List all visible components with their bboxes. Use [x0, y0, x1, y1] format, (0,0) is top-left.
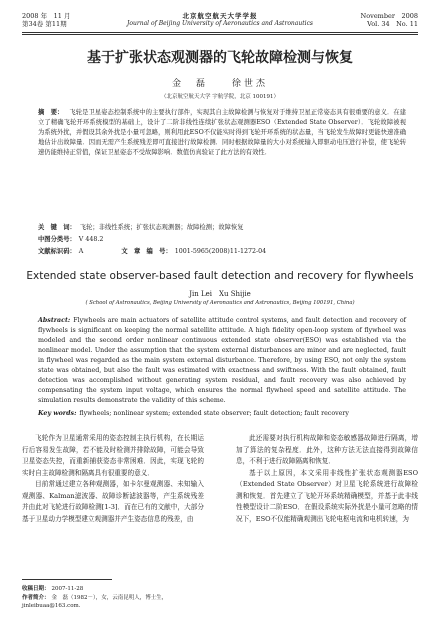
keywords-cn-label: 关 键 词：: [38, 224, 76, 231]
author-bio: 金 磊（1982－），女，云南昆明人，博士生，jinleibuaa@163.com.: [22, 594, 168, 609]
body-column-right: [236, 433, 418, 525]
author-bio-label: 作者简介：: [22, 594, 50, 601]
doc-code-value: A: [78, 248, 84, 255]
header-date-cn: 2008 年 11 月: [22, 12, 71, 20]
abstract-en-label: Abstract:: [38, 317, 71, 324]
header-rule-thin: [22, 34, 418, 35]
footnote-rule: [22, 579, 112, 580]
header-journal: [110, 12, 330, 28]
header-issue-en: [361, 12, 418, 28]
body-paragraph: 基于以上原因，本文采用非线性扩张状态观测器ESO（Extended State Observer）对卫星飞轮系统进行故障检测和恢复．首先建立了飞轮开环系统精确模型，并基于此非线性模型设计二阶ESO．在假设系统实际外扰是小量可忽略的情况下，ESO不仅能精确观测出飞轮电枢电流和电机转速，为: [236, 468, 418, 523]
article-no-label: 文 章 编 号：: [121, 248, 172, 255]
body-column-left: [22, 433, 204, 525]
body-paragraph: 目前常通过建立各种观测器，如卡尔曼观测器、未知输入观测器、Kalman滤波器、故障诊断滤波器等，产生系统残差并由此对飞轮进行故障检测[1-3]．而在已有的文献中，大部分基于卫星动力学模型建立观测器并产生姿态信息的残差，由: [22, 480, 204, 523]
journal-name-cn: 北京航空航天大学学报: [182, 12, 258, 20]
keywords-en-text: flywheels; nonlinear system; extended state observer; fault detection; fault recovery: [79, 410, 349, 417]
abstract-en-text: Flywheels are main actuators of satellite attitude control systems, and fault detection and recovery of flywheels is significant on keeping the normal satellite attitude. A high fidelity open-loop system of flywheel was modeled and the second order nonlinear continuous extended state observer(ESO) was established via the nonlinear model. Under the assumption that the system external disturbances are minor and are neglected, fault in flywheel was regarded as the main system external disturbance. Therefore, by using ESO, not only the system state was obtained, but also the fault was estimated with exactness and swiftness. With the fault obtained, fault detection was accomplished without generating system residual, and fault recovery was also achieved by compensating the system input voltage, which ensures the normal flywheel speed and satellite attitude. The simulation results demonstrate the validity of this scheme.: [38, 317, 406, 404]
clc-label: 中图分类号：: [38, 236, 76, 243]
keywords-en-label: Key words:: [38, 410, 77, 417]
abstract-en: [38, 316, 406, 406]
affiliation-en: ( School of Astronautics, Beijing University of Aeronautics and Astronautics, Beijing 100191, China): [85, 300, 355, 306]
received-label: 收稿日期：: [22, 586, 50, 592]
abstract-cn: [38, 108, 406, 158]
journal-name-en: Journal of Beijing University of Aeronautics and Astronautics: [126, 20, 314, 27]
header-rule: [22, 32, 418, 33]
footnote-author: [22, 594, 204, 611]
keywords-en: [38, 409, 406, 419]
affiliation-cn: （北京航空航天大学 宇航学院，北京 100191）: [161, 94, 279, 100]
header-date-en: November 2008: [360, 12, 418, 20]
received-date: 2007-11-28: [51, 586, 84, 592]
clc-number: [38, 234, 103, 243]
authors-en: Jin Lei Xu Shijie: [189, 290, 251, 298]
body-paragraph: 此还需要对执行机构故障和姿态敏感器故障进行隔离，增加了算法的复杂程度．此外，这种方法无法直接得到故障信息，不利于进行故障隔离和恢复．: [236, 434, 418, 465]
header-volume-en: Vol. 34 No. 11: [367, 20, 418, 28]
article-no-value: 1001-5965(2008)11-1272-04: [174, 248, 267, 255]
paper-title-en: Extended state observer-based fault detection and recovery for flywheels: [26, 270, 414, 282]
header-volume-cn: 第34卷 第11期: [22, 20, 67, 28]
doc-code-label: 文献标识码：: [38, 248, 76, 255]
header-issue-date: [22, 12, 70, 28]
abstract-cn-label: 摘 要：: [38, 109, 64, 116]
document-codes: [38, 246, 406, 255]
abstract-cn-text: 飞轮是卫星姿态控制系统中的主要执行部件，实现其自主故障检测与恢复对于维持卫星正常姿态具有很重要的意义．在建立了精确飞轮开环系统模型的基础上，设计了二阶非线性连续扩张状态观测器ESO（Extended State Observer）．飞轮故障被视为系统外扰，并假设其余外扰是小量可忽略，则利用此ESO不仅能实时得到飞轮开环系统的状态量，当飞轮发生故障时更能快速准确地估计出故障量．因而无需产生系统残差即可直接进行故障检测．同时根据故障量的大小对系统输入即驱动电压进行补偿，使飞轮转速仍能维持正常值，保证卫星姿态不受故障影响．数值仿真验证了此方法的有效性．: [38, 109, 407, 156]
authors-cn: 金 磊 徐世杰: [171, 79, 268, 89]
keywords-cn: [38, 223, 406, 233]
footnote: [22, 585, 204, 611]
footnote-received: [22, 585, 204, 594]
clc-value: V 448.2: [78, 236, 104, 243]
body-paragraph: 飞轮作为卫星通常采用的姿态控制主执行机构，在长期运行后容易发生故障，若不能及时检测并排除故障，可能会导致卫星姿态失控，而重新捕获姿态非常困难．因此，实现飞轮的实时自主故障检测和隔离具有很重要的意义．: [22, 434, 204, 477]
paper-title-cn: 基于扩张状态观测器的飞轮故障检测与恢复: [87, 50, 353, 66]
keywords-cn-text: 飞轮；非线性系统；扩张状态观测器；故障检测；故障恢复: [79, 224, 244, 231]
